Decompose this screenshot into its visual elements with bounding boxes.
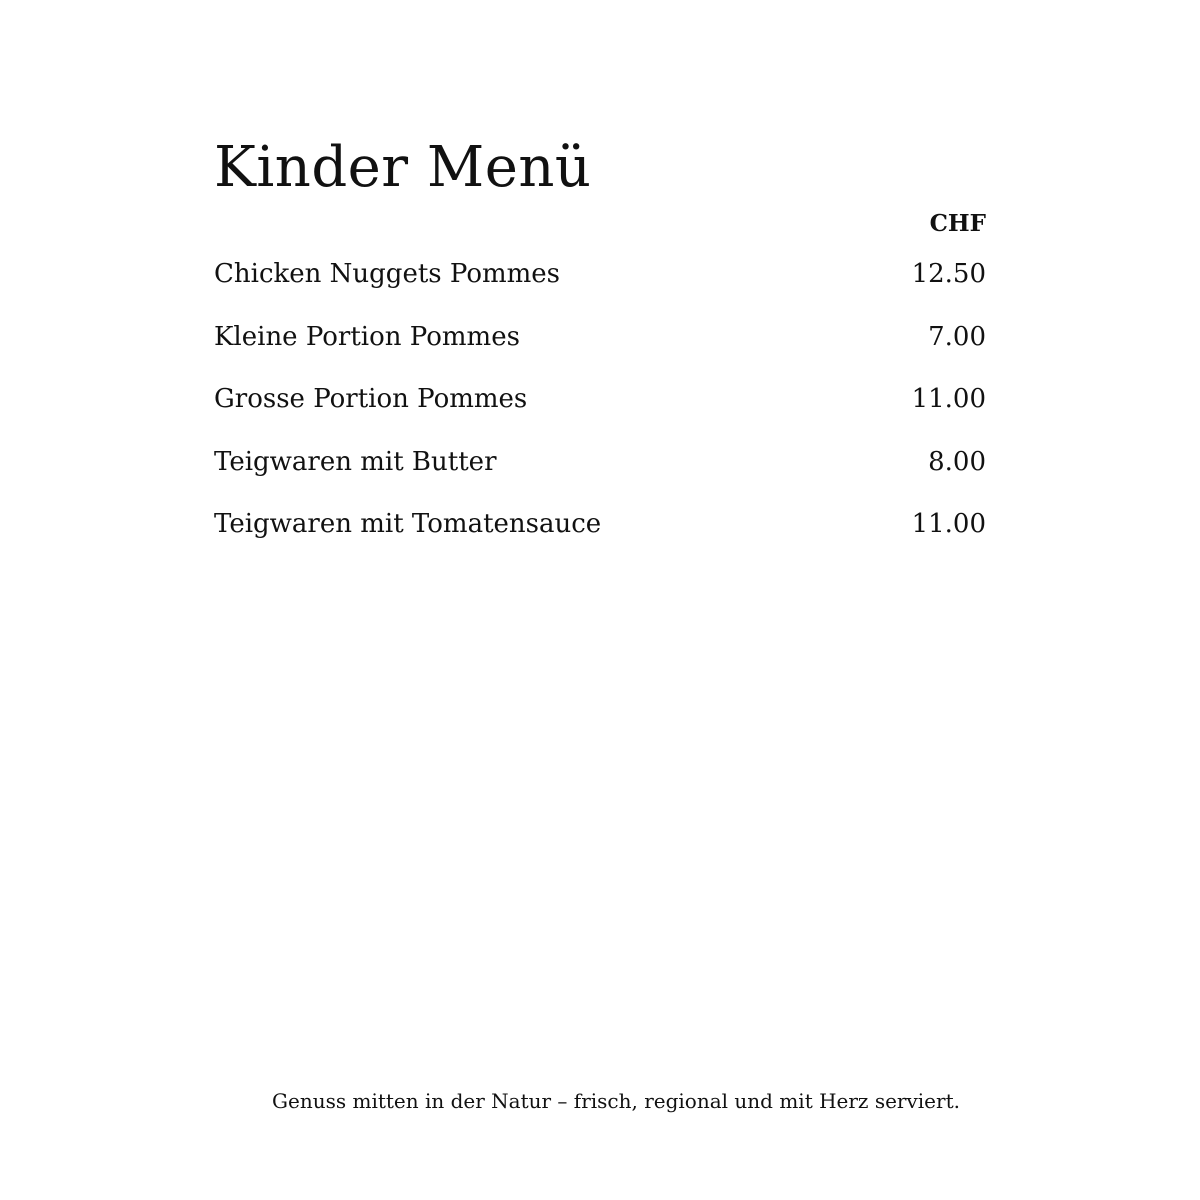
- menu-item-name: Teigwaren mit Tomatensauce: [214, 509, 602, 539]
- menu-item-price: 7.00: [928, 321, 986, 352]
- menu-item: [214, 383, 986, 446]
- menu-item-price: 11.00: [911, 509, 986, 539]
- menu-item: [214, 508, 986, 571]
- menu-item-name: Chicken Nuggets Pommes: [214, 259, 561, 289]
- menu-item-name: Teigwaren mit Butter: [214, 446, 497, 477]
- menu-item: [214, 321, 986, 384]
- menu-item-name: Grosse Portion Pommes: [214, 384, 528, 414]
- page-title: Kinder Menü: [214, 135, 592, 200]
- menu-item-price: 8.00: [928, 446, 986, 477]
- menu-item-price: 12.50: [911, 259, 986, 289]
- menu-item: [214, 258, 986, 321]
- footer-tagline: Genuss mitten in der Natur – frisch, regional und mit Herz serviert.: [272, 1089, 960, 1113]
- menu-item: [214, 446, 986, 509]
- menu-item-price: 11.00: [911, 384, 986, 414]
- menu-item-name: Kleine Portion Pommes: [214, 321, 520, 352]
- menu-list: [214, 258, 986, 571]
- currency-label: CHF: [929, 210, 986, 237]
